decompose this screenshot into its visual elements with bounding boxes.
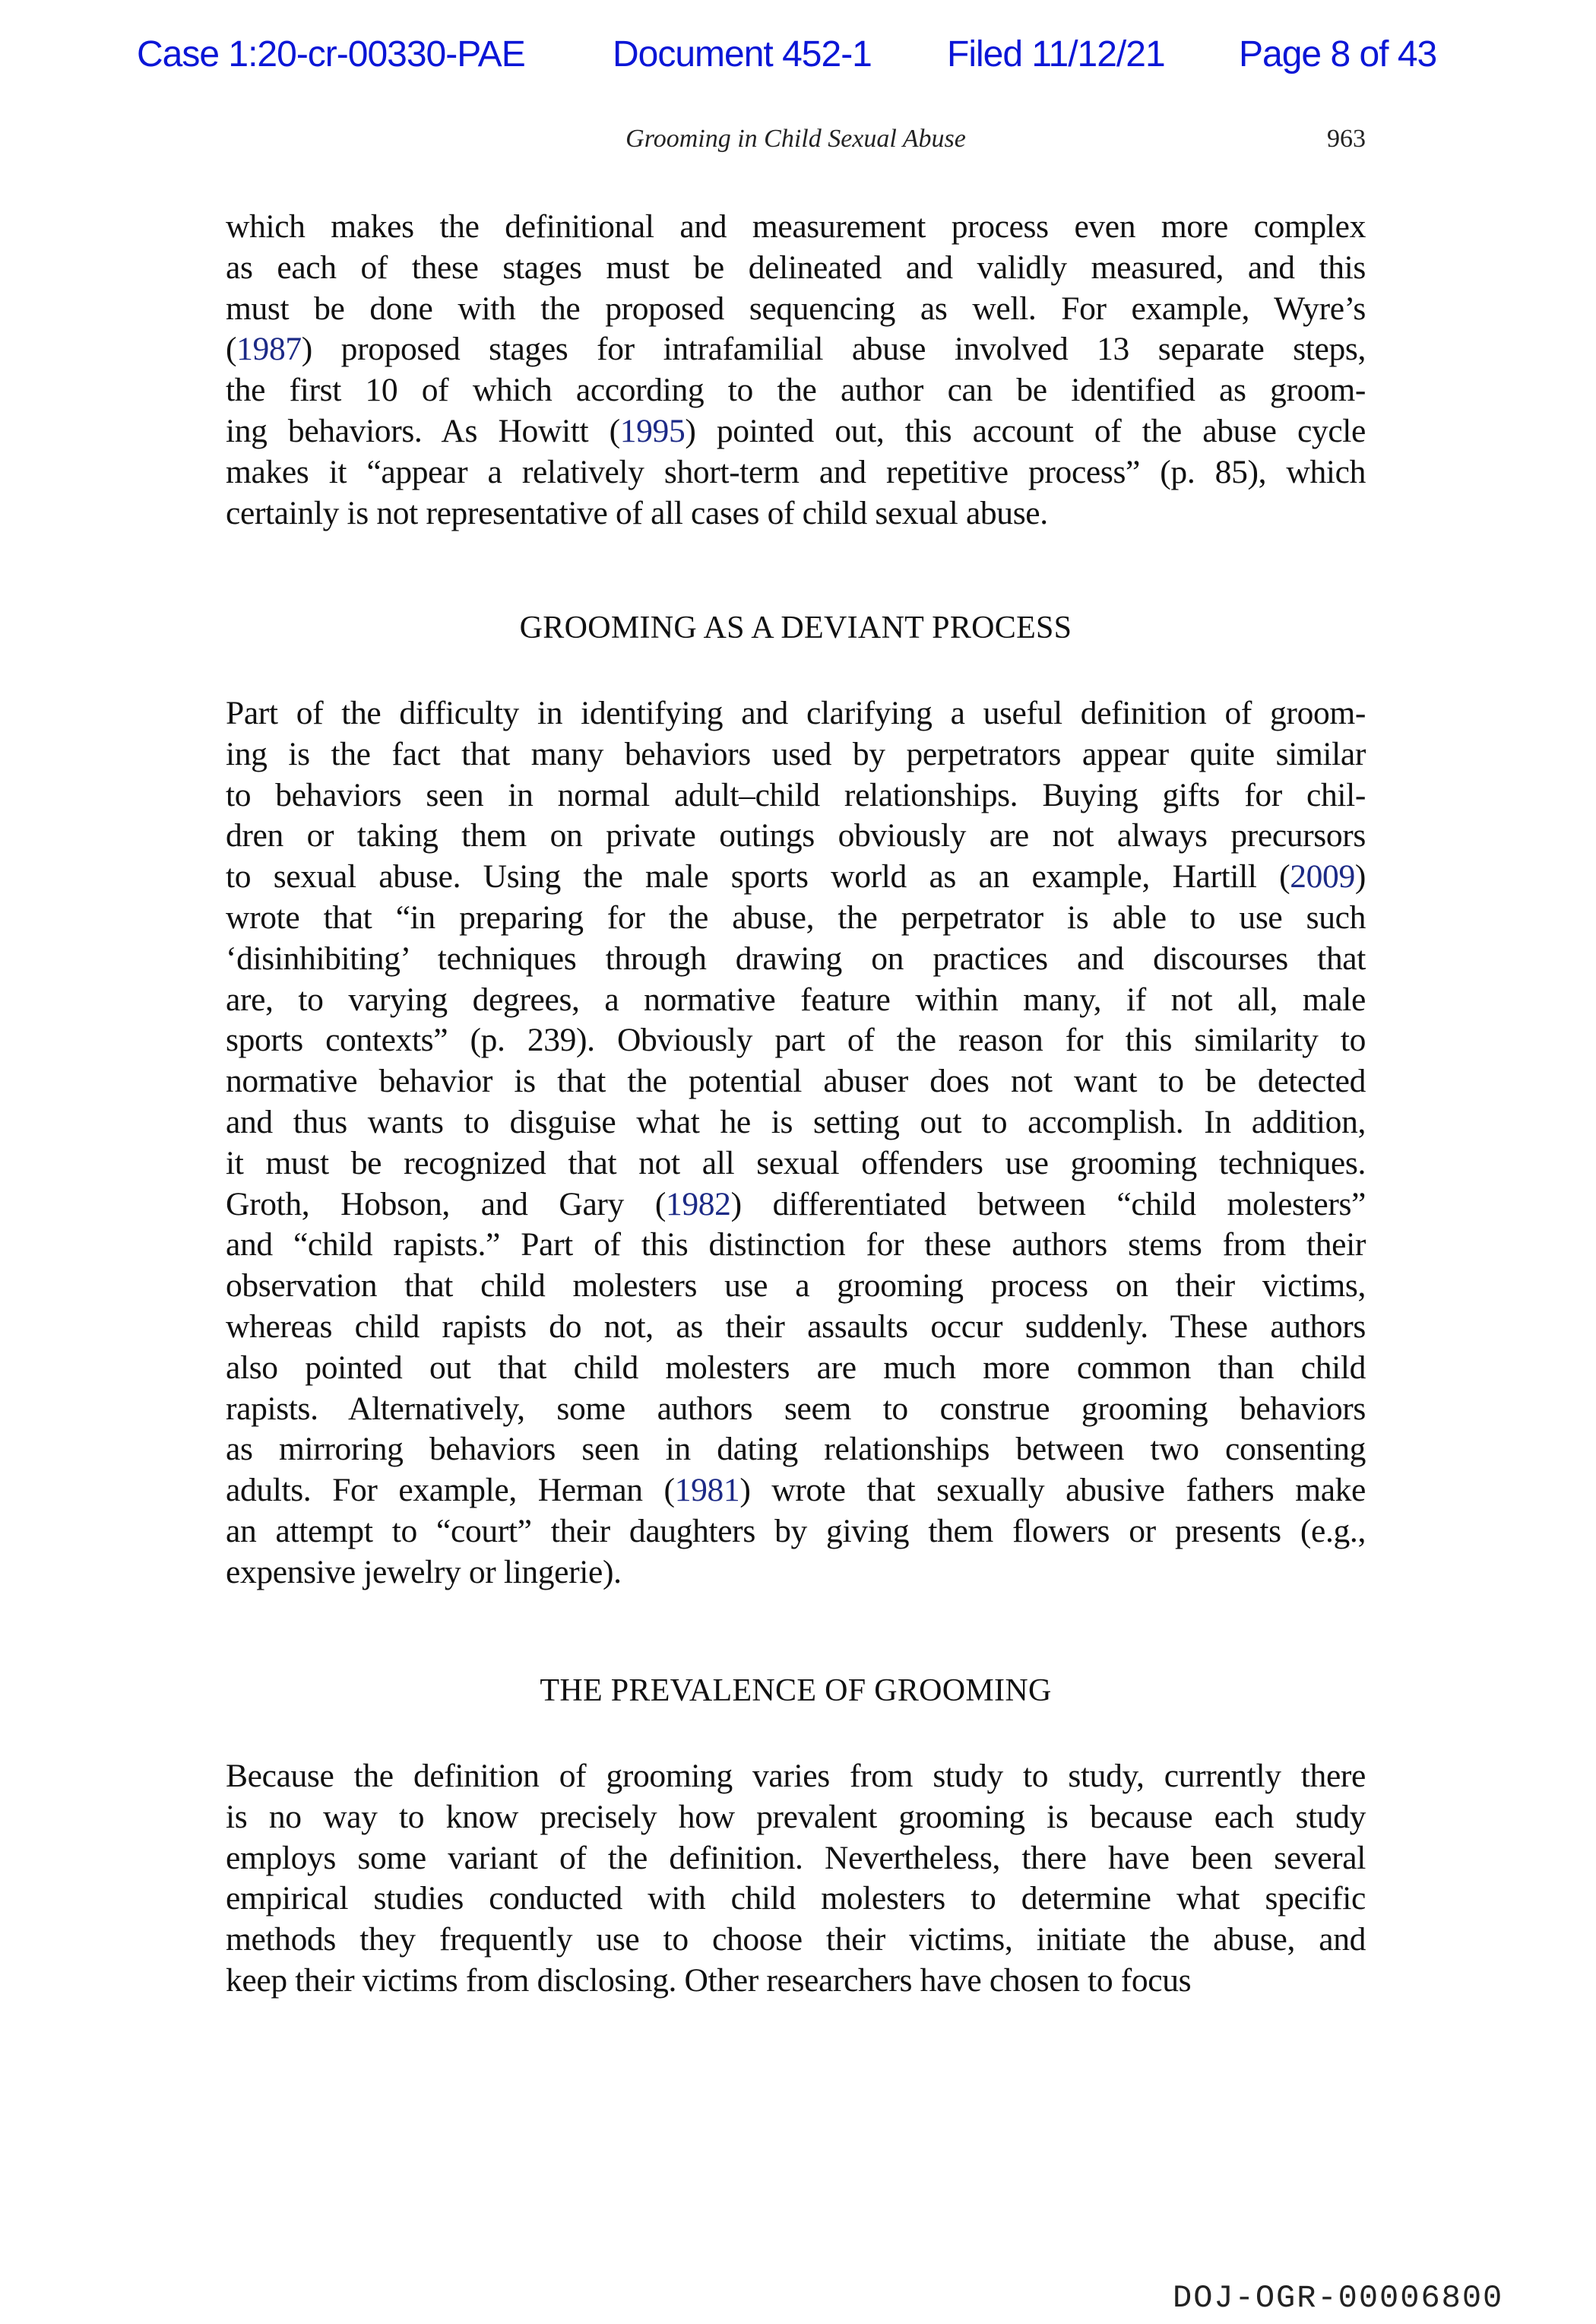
text-line: certainly is not representative of all cases of child sexual abuse. (226, 494, 1048, 531)
section-heading-prevalence: THE PREVALENCE OF GROOMING (540, 1673, 1052, 1708)
text-line: to sexual abuse. Using the male sports world as an example, Hartill (2009) (226, 858, 1366, 896)
text-line: also pointed out that child molesters are much more common than child (226, 1349, 1366, 1386)
text-line: dren or taking them on private outings obviously are not always precursors (226, 817, 1366, 854)
text-line: keep their victims from disclosing. Other researchers have chosen to focus (226, 1961, 1192, 1999)
text-line: are, to varying degrees, a normative feature within many, if not all, male (226, 981, 1366, 1018)
text-line: ‘disinhibiting’ techniques through drawing on practices and discourses that (226, 940, 1366, 977)
text-line: (1987) proposed stages for intrafamilial abuse involved 13 separate steps, (226, 331, 1366, 368)
text-line: which makes the definitional and measurement process even more complex (226, 208, 1366, 245)
text-line: and thus wants to disguise what he is setting out to accomplish. In addition, (226, 1103, 1366, 1140)
citation-link[interactable]: 1995 (619, 412, 686, 449)
text-line: adults. For example, Herman (1981) wrote that sexually abusive fathers make (226, 1472, 1366, 1509)
section-heading-deviant-process: GROOMING AS A DEVIANT PROCESS (519, 610, 1072, 645)
paragraph-2 (226, 693, 1366, 1593)
text-line: empirical studies conducted with child molesters to determine what specific (226, 1880, 1366, 1917)
citation-link[interactable]: 1981 (674, 1472, 740, 1509)
bates-number: DOJ-OGR-00006800 (1173, 2280, 1504, 2316)
text-line: ing behaviors. As Howitt (1995) pointed out, this account of the abuse cycle (226, 412, 1366, 449)
running-head (226, 125, 1366, 163)
citation-link[interactable]: 1982 (665, 1185, 731, 1222)
page-of-total: Page 8 of 43 (1239, 34, 1437, 75)
text-line: is no way to know precisely how prevalent grooming is because each study (226, 1798, 1366, 1835)
running-head-title: Grooming in Child Sexual Abuse (625, 125, 966, 153)
document-number: Document 452-1 (613, 34, 872, 75)
text-line: as each of these stages must be delineated and validly measured, and this (226, 249, 1366, 286)
text-line: must be done with the proposed sequencing as well. For example, Wyre’s (226, 290, 1366, 327)
text-line: observation that child molesters use a grooming process on their victims, (226, 1267, 1366, 1305)
text-line: Groth, Hobson, and Gary (1982) differentiated between “child molesters” (226, 1185, 1366, 1222)
text-line: to behaviors seen in normal adult–child relationships. Buying gifts for chil- (226, 776, 1366, 813)
journal-page-number: 963 (1327, 125, 1366, 153)
text-line: the first 10 of which according to the author can be identified as groom- (226, 372, 1366, 409)
text-line: ing is the fact that many behaviors used by perpetrators appear quite similar (226, 735, 1366, 772)
court-filing-stamp (0, 33, 1596, 82)
text-line: and “child rapists.” Part of this distinction for these authors stems from their (226, 1226, 1366, 1263)
paragraph-1 (226, 207, 1366, 534)
text-line: employs some variant of the definition. Nevertheless, there have been several (226, 1839, 1366, 1876)
text-line: whereas child rapists do not, as their assaults occur suddenly. These authors (226, 1308, 1366, 1345)
citation-link[interactable]: 1987 (236, 331, 302, 368)
text-line: it must be recognized that not all sexual offenders use grooming techniques. (226, 1144, 1366, 1181)
filed-date: Filed 11/12/21 (947, 34, 1165, 75)
text-line: Because the definition of grooming varies from study to study, currently there (226, 1758, 1366, 1794)
case-number: Case 1:20-cr-00330-PAE (137, 34, 525, 75)
text-line: sports contexts” (p. 239). Obviously part of the reason for this similarity to (226, 1022, 1366, 1059)
text-line: makes it “appear a relatively short-term and repetitive process” (p. 85), which (226, 453, 1366, 490)
text-line: as mirroring behaviors seen in dating relationships between two consenting (226, 1431, 1366, 1468)
text-line: wrote that “in preparing for the abuse, the perpetrator is able to use such (226, 899, 1366, 936)
text-line: expensive jewelry or lingerie). (226, 1553, 622, 1590)
text-line: methods they frequently use to choose their victims, initiate the abuse, and (226, 1921, 1366, 1958)
citation-link[interactable]: 2009 (1290, 858, 1355, 896)
paragraph-3 (226, 1756, 1366, 2002)
text-line: Part of the difficulty in identifying and clarifying a useful definition of groom- (226, 695, 1366, 731)
text-line: rapists. Alternatively, some authors seem to construe grooming behaviors (226, 1390, 1366, 1427)
text-line: an attempt to “court” their daughters by giving them flowers or presents (e.g., (226, 1512, 1366, 1549)
text-line: normative behavior is that the potential abuser does not want to be detected (226, 1063, 1366, 1100)
